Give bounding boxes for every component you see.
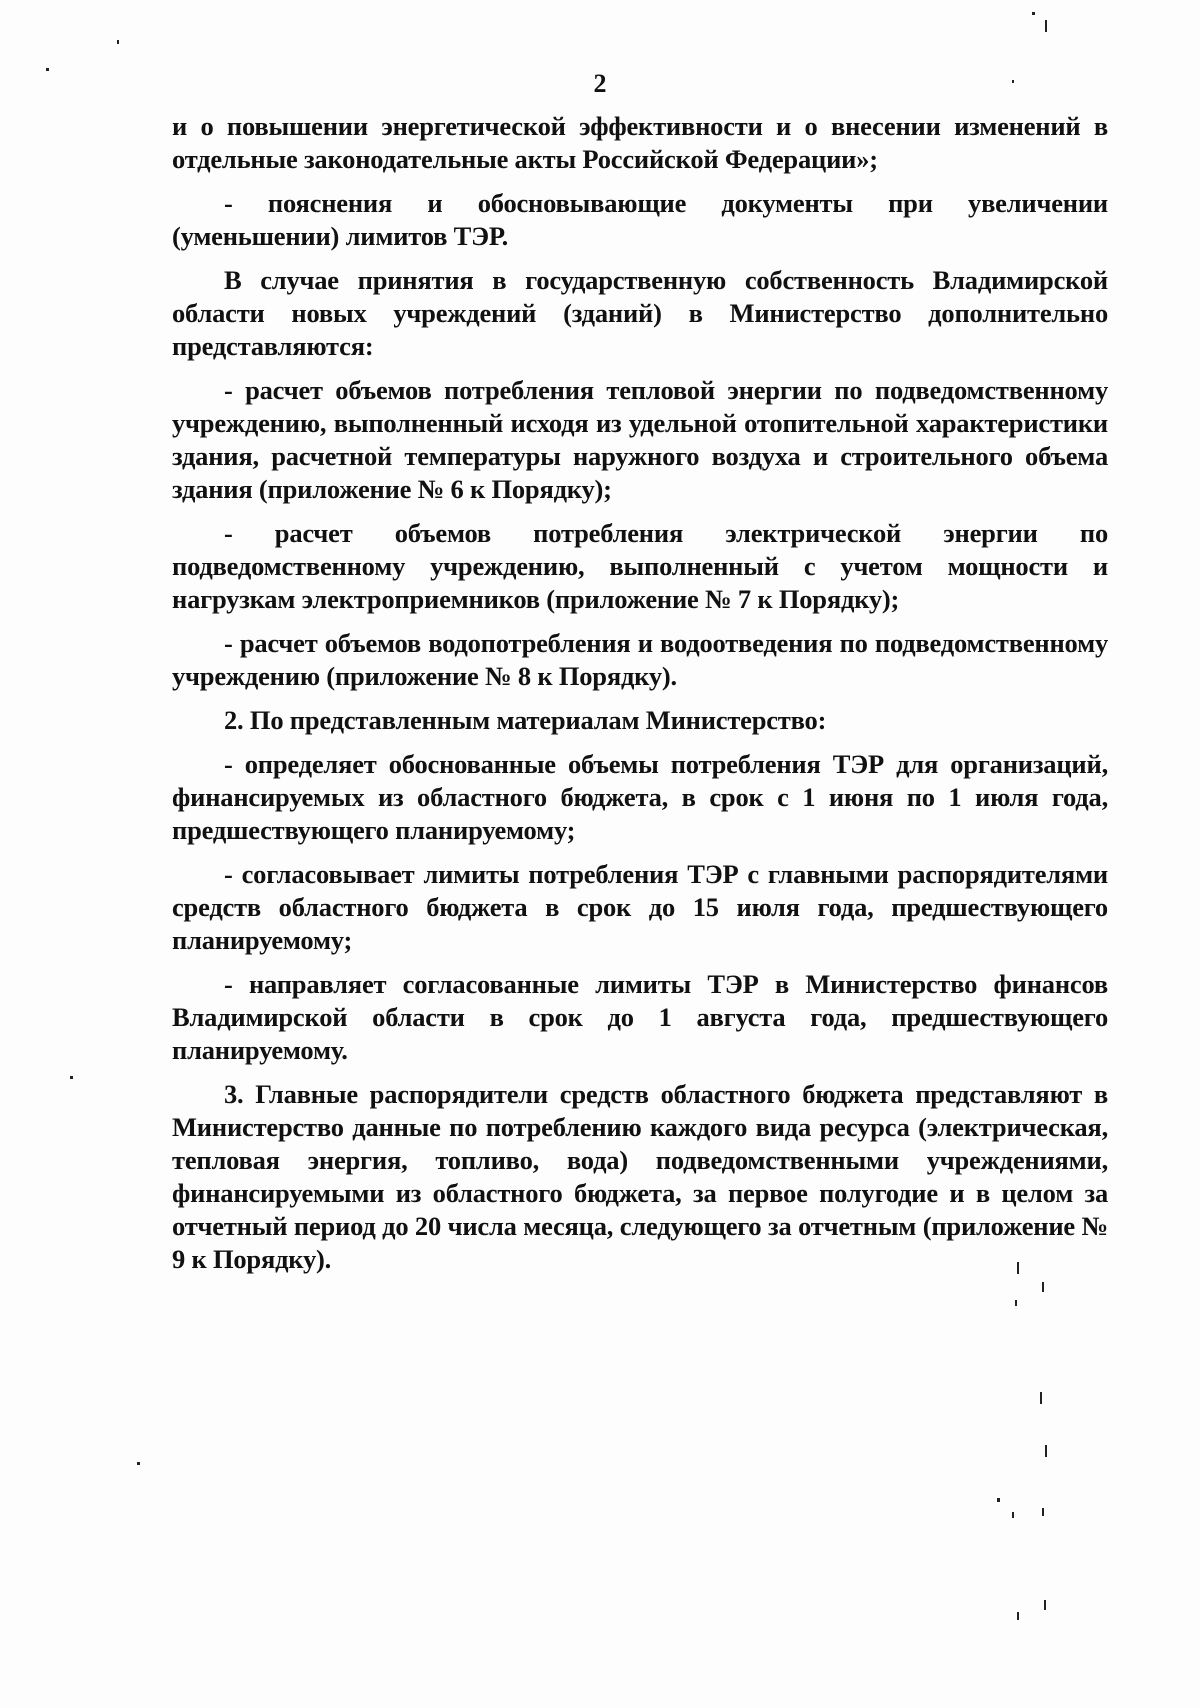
scan-speck (1017, 1612, 1019, 1620)
paragraph-section-2-heading: 2. По представленным материалам Министерство: (224, 705, 827, 735)
paragraph-heat-calculation: - расчет объемов потребления тепловой энергии по подведомственному учреждению, выполненный исходя из удельной отопительной характеристики здания, расчетной температуры наружного воздуха и строительного объема здания (приложение № 6 к Порядку); (172, 375, 1108, 504)
scan-speck (1012, 80, 1014, 83)
scan-speck (70, 1076, 73, 1079)
paragraph-electricity-calculation: - расчет объемов потребления электрической энергии по подведомственному учреждению, выполненный с учетом мощности и нагрузкам электроприемников (приложение № 7 к Порядку); (172, 518, 1108, 614)
scan-speck (1045, 20, 1047, 32)
scan-speck (1015, 1300, 1017, 1306)
paragraph-law-title-continuation: и о повышении энергетической эффективности и о внесении изменений в отдельные законодательные акты Российской Федерации»; (172, 111, 1108, 174)
page-number: 2 (593, 69, 607, 98)
scan-speck (1032, 12, 1035, 15)
scan-speck (1042, 1282, 1044, 1292)
paragraph-sends-limits: - направляет согласованные лимиты ТЭР в Министерство финансов Владимирской области в срок до 1 августа года, предшествующего планируемому. (172, 969, 1108, 1065)
paragraph-section-3: 3. Главные распорядители средств областного бюджета представляют в Министерство данные по потреблению каждого вида ресурса (электрическая, тепловая энергия, топливо, вода) подведомственными учреждениями, финансируемыми из областного бюджета, за первое полугодие и в целом за отчетный период до 20 числа месяца, следующего за отчетным (приложение № 9 к Порядку). (172, 1079, 1108, 1274)
document-body (172, 110, 1108, 1287)
paragraph-water-calculation: - расчет объемов водопотребления и водоотведения по подведомственному учреждению (приложение № 8 к Порядку). (172, 628, 1108, 691)
scan-speck (1012, 1512, 1014, 1518)
scan-speck (46, 68, 49, 71)
paragraph-agrees-limits: - согласовывает лимиты потребления ТЭР с главными распорядителями средств областного бюджета в срок до 15 июля года, предшествующего планируемому; (172, 859, 1108, 955)
scan-speck (117, 40, 119, 44)
paragraph-determines-volumes: - определяет обоснованные объемы потребления ТЭР для организаций, финансируемых из областного бюджета, в срок с 1 июня по 1 июля года, предшествующего планируемому; (172, 749, 1108, 845)
scan-speck (997, 1498, 1000, 1502)
scan-speck (1040, 1392, 1042, 1404)
scan-speck (1044, 1600, 1046, 1610)
scan-speck (137, 1462, 140, 1465)
scan-speck (1017, 1262, 1019, 1274)
scan-speck (1042, 1508, 1044, 1516)
scan-speck (1045, 1445, 1047, 1457)
paragraph-explanations: - пояснения и обосновывающие документы при увеличении (уменьшении) лимитов ТЭР. (172, 188, 1108, 251)
paragraph-new-institutions: В случае принятия в государственную собственность Владимирской области новых учреждений (зданий) в Министерство дополнительно представляются: (172, 265, 1108, 361)
